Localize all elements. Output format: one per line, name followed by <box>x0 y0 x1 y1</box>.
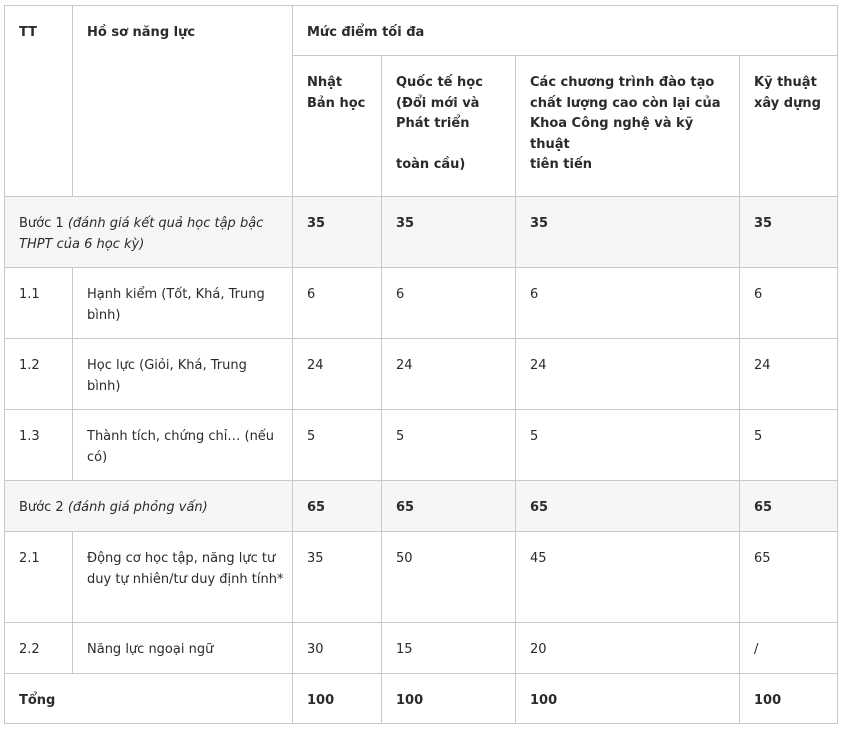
header-col-nhat-ban-hoc: Nhật Bản học <box>293 56 382 197</box>
step1-value: 35 <box>293 197 382 268</box>
row-value: 45 <box>516 532 740 623</box>
row-tt: 1.3 <box>5 410 73 481</box>
row-label: Hạnh kiểm (Tốt, Khá, Trung bình) <box>73 268 293 339</box>
step1-value: 35 <box>740 197 838 268</box>
row-tt: 1.1 <box>5 268 73 339</box>
step2-label: Bước 2 <box>19 500 64 515</box>
step1-note: (đánh giá kết quả học tập bậc THPT của 6 học kỳ) <box>19 216 264 252</box>
row-value: 30 <box>293 623 382 674</box>
step1-label: Bước 1 <box>19 216 64 231</box>
admission-score-table <box>4 5 838 724</box>
row-value: 5 <box>293 410 382 481</box>
step2-note: (đánh giá phỏng vấn) <box>67 500 208 515</box>
table-row <box>5 268 838 339</box>
row-value: 6 <box>740 268 838 339</box>
row-value: 50 <box>382 532 516 623</box>
row-value: / <box>740 623 838 674</box>
row-tt: 1.2 <box>5 339 73 410</box>
total-value: 100 <box>293 674 382 724</box>
step2-value: 65 <box>740 481 838 532</box>
step1-value: 35 <box>516 197 740 268</box>
header-max-score: Mức điểm tối đa <box>293 6 838 56</box>
total-value: 100 <box>382 674 516 724</box>
row-label: Năng lực ngoại ngữ <box>73 623 293 674</box>
table-row <box>5 532 838 623</box>
row-label: Động cơ học tập, năng lực tư duy tự nhiên/tư duy định tính* <box>73 532 293 623</box>
row-value: 5 <box>382 410 516 481</box>
row-value: 6 <box>382 268 516 339</box>
step1-label-cell <box>5 197 293 268</box>
header-col-ky-thuat-xay-dung: Kỹ thuật xây dựng <box>740 56 838 197</box>
row-value: 6 <box>293 268 382 339</box>
row-value: 24 <box>293 339 382 410</box>
step2-value: 65 <box>382 481 516 532</box>
total-label: Tổng <box>5 674 293 724</box>
step1-value: 35 <box>382 197 516 268</box>
row-tt: 2.2 <box>5 623 73 674</box>
row-label: Học lực (Giỏi, Khá, Trung bình) <box>73 339 293 410</box>
step2-value: 65 <box>293 481 382 532</box>
row-value: 6 <box>516 268 740 339</box>
table-row <box>5 410 838 481</box>
row-tt: 2.1 <box>5 532 73 623</box>
total-value: 100 <box>740 674 838 724</box>
header-profile: Hồ sơ năng lực <box>73 6 293 197</box>
row-value: 15 <box>382 623 516 674</box>
total-value: 100 <box>516 674 740 724</box>
table-row <box>5 339 838 410</box>
header-col-quoc-te-hoc: Quốc tế học (Đổi mới và Phát triển toàn cầu) <box>382 56 516 197</box>
step2-value: 65 <box>516 481 740 532</box>
row-value: 5 <box>740 410 838 481</box>
header-tt: TT <box>5 6 73 197</box>
table-row <box>5 623 838 674</box>
row-value: 20 <box>516 623 740 674</box>
row-value: 65 <box>740 532 838 623</box>
row-value: 35 <box>293 532 382 623</box>
header-row-top <box>5 6 838 56</box>
row-value: 24 <box>382 339 516 410</box>
row-value: 24 <box>740 339 838 410</box>
row-value: 5 <box>516 410 740 481</box>
step2-row <box>5 481 838 532</box>
total-row <box>5 674 838 724</box>
step1-row <box>5 197 838 268</box>
row-label: Thành tích, chứng chỉ… (nếu có) <box>73 410 293 481</box>
header-col-chat-luong-cao: Các chương trình đào tạo chất lượng cao còn lại của Khoa Công nghệ và kỹ thuật tiên tiến <box>516 56 740 197</box>
row-value: 24 <box>516 339 740 410</box>
step2-label-cell <box>5 481 293 532</box>
